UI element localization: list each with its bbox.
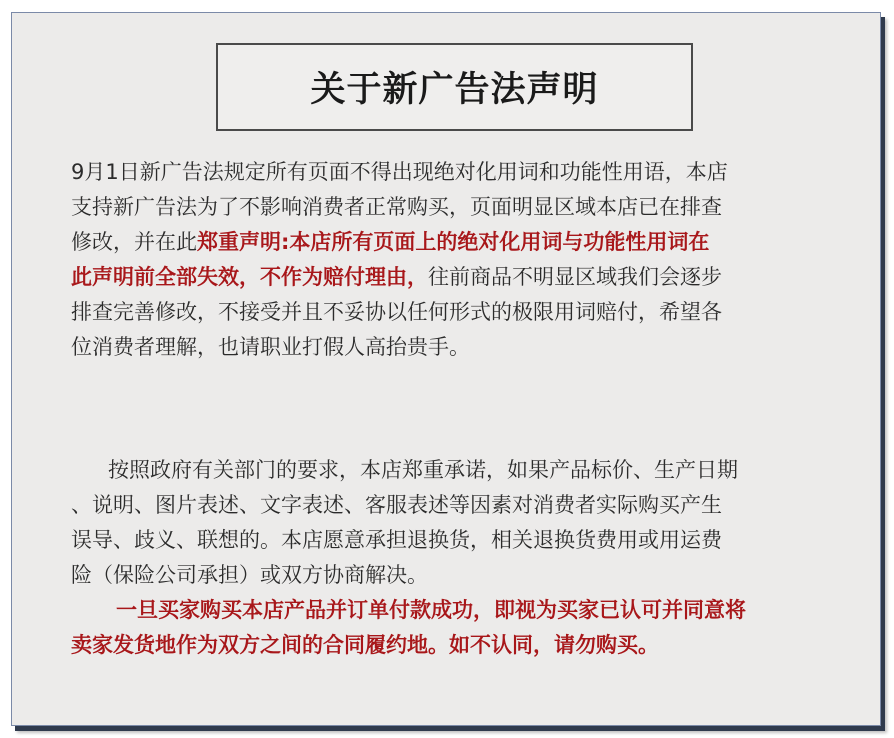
- paragraph-line: 9月1日新广告法规定所有页面不得出现绝对化用词和功能性用语，本店: [71, 160, 728, 184]
- paragraph-line: [71, 260, 861, 295]
- emphasis-text: 此声明前全部失效，不作为赔付理由，: [71, 265, 428, 289]
- paragraph-line: 、说明、图片表述、文字表述、客服表述等因素对消费者实际购买产生: [71, 493, 722, 517]
- paragraph-line: 险（保险公司承担）或双方协商解决。: [71, 563, 428, 587]
- paragraph-line: 支持新广告法为了不影响消费者正常购买，页面明显区域本店已在排查: [71, 195, 722, 219]
- page-title: 关于新广告法声明: [310, 70, 599, 110]
- emphasis-line: 卖家发货地作为双方之间的合同履约地。如不认同，请勿购买。: [71, 633, 659, 657]
- paragraph-commitment: [71, 453, 861, 663]
- paragraph-ad-law: [71, 155, 861, 365]
- paragraph-text: 修改，并在此: [71, 230, 197, 254]
- paragraph-line: 位消费者理解，也请职业打假人高抬贵手。: [71, 335, 470, 359]
- paragraph-line: 按照政府有关部门的要求，本店郑重承诺，如果产品标价、生产日期: [108, 458, 738, 482]
- paragraph-line: 误导、歧义、联想的。本店愿意承担退换货，相关退换货费用或用运费: [71, 528, 722, 552]
- paragraph-line: [71, 225, 861, 260]
- title-box: [216, 43, 693, 131]
- paragraph-text: 往前商品不明显区域我们会逐步: [428, 265, 722, 289]
- paragraph-line: 排查完善修改，不接受并且不妥协以任何形式的极限用词赔付，希望各: [71, 300, 722, 324]
- emphasis-line: 一旦买家购买本店产品并订单付款成功，即视为买家已认可并同意将: [116, 598, 746, 622]
- emphasis-text: 郑重声明:本店所有页面上的绝对化用词与功能性用词在: [197, 230, 710, 254]
- notice-frame: [11, 12, 881, 726]
